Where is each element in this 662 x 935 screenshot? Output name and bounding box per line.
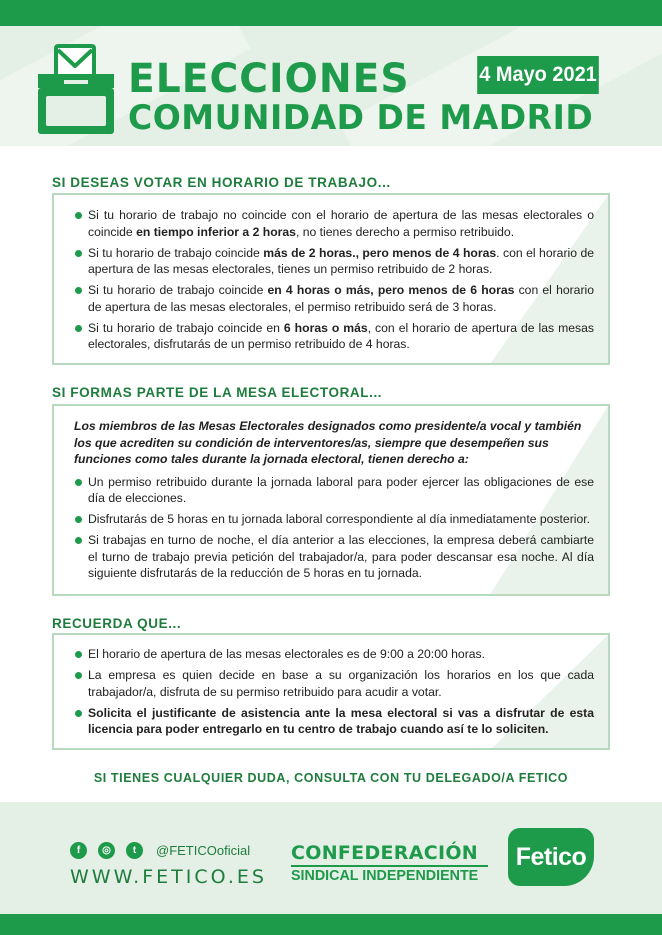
list-item: Si trabajas en turno de noche, el día anterior a las elecciones, la empresa deberá cambiarte el turno de trabajo previa petición del trabajador/a, para poder descansar esa noche. Al día siguiente disfrutarás de la reducción de 5 horas en tu jornada. <box>74 532 594 582</box>
page-title: ELECCIONES <box>128 56 410 102</box>
section-title-work: SI DESEAS VOTAR EN HORARIO DE TRABAJO... <box>52 175 391 190</box>
list-item: Solicita el justificante de asistencia ante la mesa electoral si vas a disfrutar de esta licencia para poder entregarlo en tu centro de trabajo cuando así te lo soliciten. <box>74 705 594 738</box>
page-subtitle: COMUNIDAD DE MADRID <box>128 98 594 137</box>
social-links <box>70 842 250 859</box>
confederation-title: CONFEDERACIÓN <box>291 842 479 864</box>
list-item: Si tu horario de trabajo coincide en 4 horas o más, pero menos de 6 horas con el horario de apertura de las mesas electorales, el permiso retribuido será de 3 horas. <box>74 282 594 315</box>
top-green-bar <box>0 0 662 26</box>
section-title-remember: RECUERDA QUE... <box>52 616 182 631</box>
twitter-icon[interactable]: t <box>126 842 143 859</box>
list-item: Un permiso retribuido durante la jornada laboral para poder ejercer las obligaciones de ese día de elecciones. <box>74 474 594 507</box>
work-info-box <box>52 193 610 365</box>
mesa-intro: Los miembros de las Mesas Electorales designados como presidente/a vocal y también los que acrediten su condición de interventores/as, siempre que desempeñen sus funciones como tales durante la jornada electoral, tienen derecho a: <box>74 419 582 466</box>
mesa-info-box <box>52 404 610 596</box>
facebook-icon[interactable]: f <box>70 842 87 859</box>
confederation-divider <box>291 865 488 867</box>
list-item: Disfrutarás de 5 horas en tu jornada laboral correspondiente al día inmediatamente posterior. <box>74 511 594 528</box>
social-handle[interactable]: @FETICOoficial <box>156 843 251 858</box>
fetico-logo: Fetico <box>508 828 594 886</box>
list-item: Si tu horario de trabajo no coincide con el horario de apertura de las mesas electorales o coincide en tiempo inferior a 2 horas, no tienes derecho a permiso retribuido. <box>74 207 594 240</box>
work-rules-list <box>74 207 594 353</box>
instagram-icon[interactable]: ◎ <box>98 842 115 859</box>
website-link[interactable]: WWW.FETICO.ES <box>70 866 267 888</box>
mesa-rights-list <box>74 474 594 582</box>
section-title-mesa: SI FORMAS PARTE DE LA MESA ELECTORAL... <box>52 385 383 400</box>
remember-info-box <box>52 633 610 750</box>
bottom-green-bar <box>0 914 662 935</box>
list-item: Si tu horario de trabajo coincide más de 2 horas., pero menos de 4 horas. con el horario de apertura de las mesas electorales, tienes un permiso retribuido de 2 horas. <box>74 245 594 278</box>
date-badge: 4 Mayo 2021 <box>477 56 599 94</box>
ballot-box-icon <box>34 44 118 136</box>
list-item: Si tu horario de trabajo coincide en 6 horas o más, con el horario de apertura de las mesas electorales, disfrutarás de un permiso retribuido de 4 horas. <box>74 320 594 353</box>
list-item: El horario de apertura de las mesas electorales es de 9:00 a 20:00 horas. <box>74 646 594 663</box>
confederation-subtitle: SINDICAL INDEPENDIENTE <box>291 868 479 884</box>
consult-note: SI TIENES CUALQUIER DUDA, CONSULTA CON TU DELEGADO/A FETICO <box>93 771 569 785</box>
remember-list <box>74 646 594 738</box>
header-banner <box>0 26 662 146</box>
footer <box>0 802 662 914</box>
list-item: La empresa es quien decide en base a su organización los horarios en los que cada trabajador/a, disfruta de su permiso retribuido para acudir a votar. <box>74 667 594 700</box>
